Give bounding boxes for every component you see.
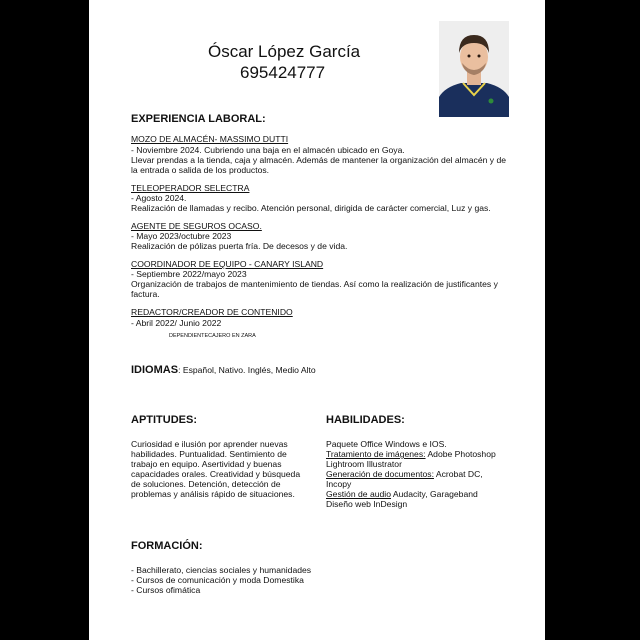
job-description: Llevar prendas a la tienda, caja y almacén. Además de mantener la organización del almacén y de [131,155,507,165]
skills-line: Incopy [326,479,352,489]
skills-category: Gestión de audio [326,489,391,499]
job-title: REDACTOR/CREADOR DE CONTENIDO [131,307,293,317]
aptitudes-line: de soluciones. Detención, detección de [131,479,281,489]
job-title: AGENTE DE SEGUROS OCASO. [131,221,262,231]
skills-category: Generación de documentos: [326,469,434,479]
job-description: Realización de llamadas y recibo. Atención personal, dirigida de carácter comercial, Luz y gas. [131,203,491,213]
skills-line [326,489,478,499]
job-description: Organización de trabajos de mantenimiento de tiendas. Así como la realización de justificantes y [131,279,498,289]
experience-heading: EXPERIENCIA LABORAL: [131,113,266,125]
profile-photo [439,21,509,117]
education-item: - Bachillerato, ciencias sociales y humanidades [131,565,312,575]
job-description: la entrada o salida de los productos. [131,165,270,175]
candidate-name: Óscar López García [208,42,361,61]
skills-line [326,469,483,479]
languages-heading: IDIOMAS [131,364,179,376]
job-description: factura. [131,289,160,299]
skills-line: Lightroom Illustrator [326,459,402,469]
candidate-phone: 695424777 [240,63,326,82]
aptitudes-line: habilidades. Puntualidad. Sentimiento de [131,449,287,459]
languages-text: : Español, Nativo. Inglés, Medio Alto [178,365,316,375]
skills-line: Diseño web InDesign [326,499,408,509]
education-item: - Cursos ofimática [131,585,201,595]
job-date: - Agosto 2024. [131,193,187,203]
job-title: COORDINADOR DE EQUIPO - CANARY ISLAND [131,259,324,269]
aptitudes-line: Curiosidad e ilusión por aprender nuevas [131,439,288,449]
resume-page [89,0,545,640]
languages-row [131,364,316,376]
skills-detail: Adobe Photoshop [425,449,496,459]
job-note: DEPENDIENTECAJERO EN ZARA [169,333,256,339]
aptitudes-heading: APTITUDES: [131,414,197,426]
aptitudes-line: capacidades orales. Creatividad y búsqueda [131,469,301,479]
education-heading: FORMACIÓN: [131,540,203,552]
job-date: - Noviembre 2024. Cubriendo una baja en el almacén ubicado en Goya. [131,145,405,155]
education-item: - Cursos de comunicación y moda Domestika [131,575,304,585]
job-description: Realización de pólizas puerta fría. De decesos y de vida. [131,241,348,251]
skills-detail: Acrobat DC, [433,469,483,479]
skills-category: Tratamiento de imágenes: [326,449,426,459]
job-date: - Septiembre 2022/mayo 2023 [131,269,247,279]
job-title: MOZO DE ALMACÉN- MASSIMO DUTTI [131,134,289,144]
job-date: - Abril 2022/ Junio 2022 [131,318,222,328]
skills-detail: Audacity, Garageband [390,489,478,499]
aptitudes-line: trabajo en equipo. Asertividad y buenas [131,459,282,469]
aptitudes-line: problemas y análisis rápido de situaciones. [131,489,295,499]
skills-heading: HABILIDADES: [326,414,405,426]
job-date: - Mayo 2023/octubre 2023 [131,231,232,241]
job-title: TELEOPERADOR SELECTRA [131,183,250,193]
skills-line: Paquete Office Windows e IOS. [326,439,447,449]
skills-line [326,449,496,459]
